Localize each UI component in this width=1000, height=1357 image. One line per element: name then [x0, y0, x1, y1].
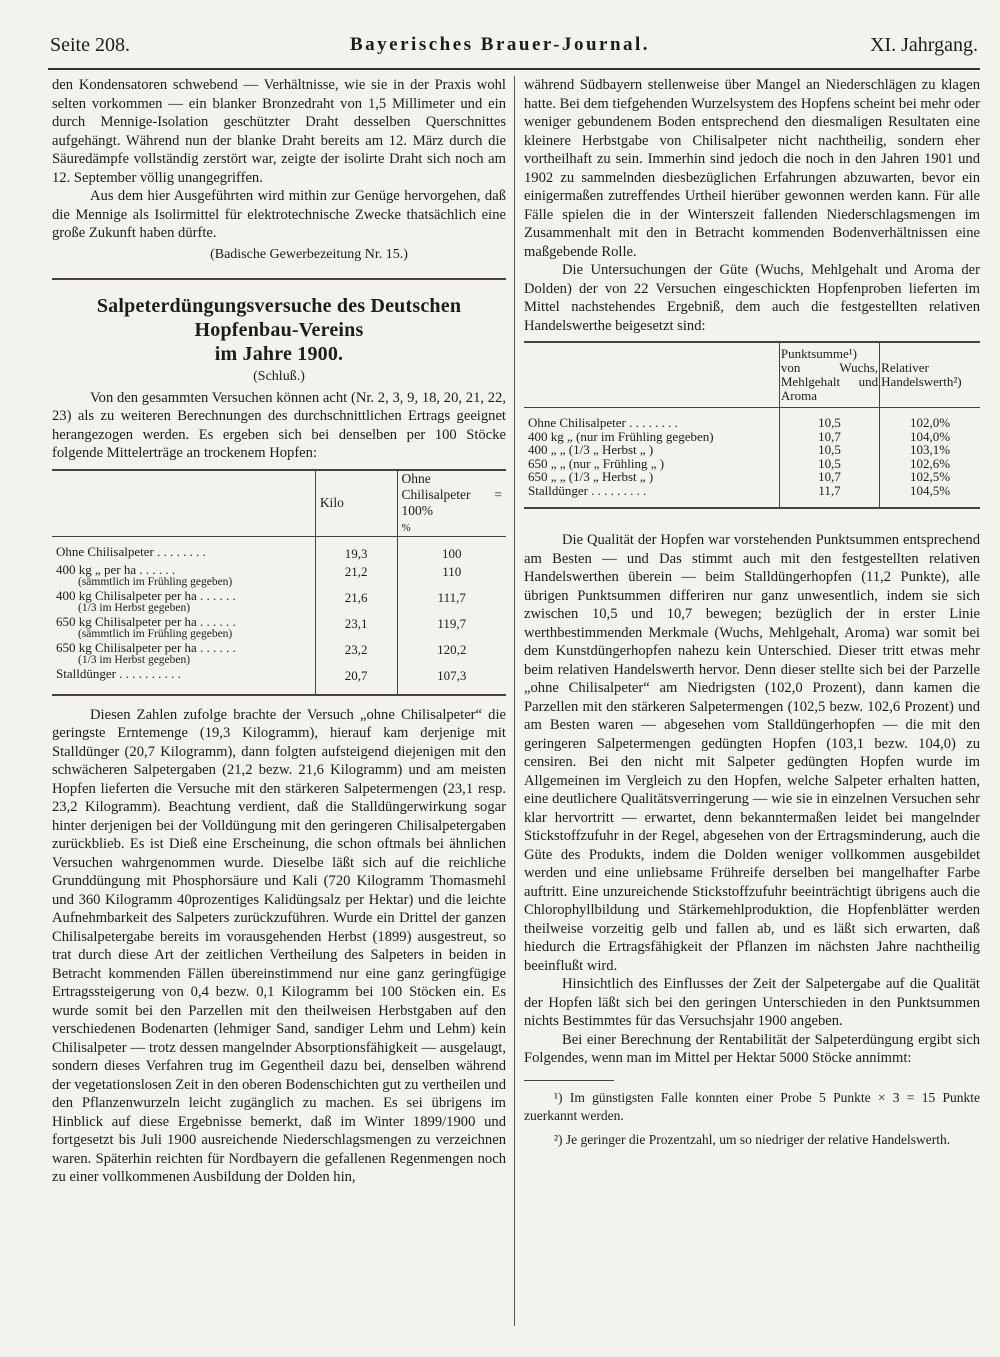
intro-paragraph: Aus dem hier Ausgeführten wird mithin zur Genüge hervorgehen, daß die Mennige als Isolirmittel für elektrotechnische Zwecke thatsächlich eine große Zukunft haben dürfte. — [52, 188, 506, 241]
table-row — [524, 443, 980, 457]
table-row — [524, 408, 980, 430]
paragraph: Die Qualität der Hopfen war vorstehenden Punktsummen entsprechend am Besten — und Das stimmt auch mit den festgestellten relativen Handelswerthen überein — beim Stalldüngerhopfen (11,2 Punkte), alle übrigen Punktsummen differiren nur ganz unwesentlich, indem sie sich zwischen 10,5 und 10,7 bewegen; bezüglich der in erster Linie werthbestimmenden Merkmale (Wuchs, Mehlgehalt, Aroma) war somit bei dem Kunstdüngerhopfen nahezu kein Unterschied. Dieser tritt etwas mehr beim relativen Handelswerth hervor. Denn dieser stellte sich bei der Parzelle „ohne Chilisalpeter“ am Niedrigsten (102,0 Prozent), dann kamen die Parzellen mit den stärkeren Salpetermengen (102,5 bezw. 102,6 Prozent) und am Besten waren — abgesehen vom Stalldüngerhopfen — die mit den geringeren Salpetermengen gedüngten Hopfen (103,1 bezw. 104,0) zu censiren. Bei den nicht mit Salpeter gedüngten Hopfen wurde im Allgemeinen im Vergleich zu den Hopfen, welche Salpeter erhalten hatten, eine deutlichere Qualitätsverringerung — wie sie in einzelnen Versuchen sehr klar hervortritt — erwartet, denn bekanntermaßen leidet bei mangelnder Stickstoffzufuhr in der Regel, abgesehen von der Ertragsminderung, auch die Güte des Produkts, indem die Dolden weniger vollkommen ausgebildet werden und eine unliebsame Frühreife derselben bei mangelhafter Farbe auftritt. Eine unzureichende Stickstoffzufuhr beeinträchtigt übrigens auch die Chlorophyllbildung und Stärkemehlproduktion, die Hopfenblätter werden theilweise vorzeitig gelb und fallen ab, und es läßt sich erwarten, daß hiedurch die Ertragsfähigkeit der Pflanzen im nächsten Jahre nachtheilig beeinflußt wird. — [524, 532, 980, 974]
row-label: Stalldünger . . . . . . . . . — [524, 484, 779, 509]
row-kilo: 23,1 — [315, 615, 397, 641]
row-punkt: 10,7 — [779, 470, 879, 484]
row-rel: 102,0% — [880, 408, 980, 430]
row-pct: 100 — [397, 536, 506, 563]
article-title — [52, 294, 506, 366]
row-label: 400 kg „ per ha . . . . . . (sämmtlich im Frühling gegeben) — [52, 563, 315, 589]
row-pct: 120,2 — [397, 641, 506, 667]
row-kilo: 19,3 — [315, 536, 397, 563]
table-header-ohne-text: Ohne Chilisalpeter = 100% — [401, 470, 502, 518]
row-label: 400 kg „ (nur im Frühling gegeben) — [528, 428, 714, 444]
row-pct: 111,7 — [397, 589, 506, 615]
table-header-kilo: Kilo — [315, 470, 397, 537]
continuation-note: (Schluß.) — [253, 369, 305, 384]
row-sublabel: (1/3 im Herbst gegeben) — [78, 654, 191, 666]
intro-paragraph: den Kondensatoren schwebend — Verhältnisse, wie sie in der Praxis wohl selten vorkommen — ein blanker Bronzedraht von 1,5 Millimeter und ein durch Mennige-Isolation geschützter Draht desselben Querschnittes aufgehängt. Während nun der blanke Draht bereits am 12. März durch die Säuredämpfe vollständig zerstört war, zeigte der isolirte Draht sich noch am 12. September völlig unangegriffen. — [52, 77, 506, 186]
paragraph: während Südbayern stellenweise über Mangel an Niederschlägen zu klagen hatte. Bei dem tiefgehenden Wurzelsystem des Hopfens scheint bei mehr oder weniger gebundenem Boden entsprechend den diesmaligen Resultaten eine kleinere Herbstgabe von Chilisalpeter nicht nachtheilig, sondern eher vortheilhaft zu sein. Immerhin sind jedoch die noch in den Jahren 1901 und 1902 zu sammelnden diesbezüglichen Erfahrungen abzuwarten, bevor ein einigermaßen zutreffendes Urtheil hierüber gewonnen werden kann. Für alle Fälle spielen die in der Winterszeit fallenden Niederschlagsmengen im Zusammenhalt mit den in Betracht kommenden Bodenverhältnissen eine maßgebende Rolle. — [524, 77, 980, 260]
journal-title: Bayerisches Brauer-Journal. — [350, 34, 651, 55]
row-sublabel: (sämmtlich im Frühling gegeben) — [78, 576, 233, 588]
table-header-punktsumme: Punktsumme¹) von Wuchs, Mehlgehalt und Aroma — [779, 342, 879, 408]
paragraph: Von den gesammten Versuchen können acht (Nr. 2, 3, 9, 18, 20, 21, 22, 23) als zu weiteren Berechnungen des durchschnittlichen Ertrags geeignet herangezogen werden. Es ergeben sich bei denselben per 100 Stöcke folgende Mittelerträge an trockenem Hopfen: — [52, 389, 506, 461]
table-header-ohne — [397, 470, 506, 537]
footnote-rule — [524, 1080, 614, 1081]
quality-table — [524, 341, 980, 509]
table-header-unit: % — [401, 521, 411, 534]
row-kilo: 20,7 — [315, 667, 397, 695]
row-kilo: 21,2 — [315, 563, 397, 589]
table-row — [524, 457, 980, 471]
row-label: 650 kg Chilisalpeter per ha . . . . . . (1/3 im Herbst gegeben) — [52, 641, 315, 667]
row-label: 400 kg Chilisalpeter per ha . . . . . . (1/3 im Herbst gegeben) — [52, 589, 315, 615]
table-header-blank — [524, 342, 779, 408]
row-punkt: 10,5 — [779, 443, 879, 457]
table-row — [52, 536, 506, 563]
table-row — [52, 615, 506, 641]
row-kilo: 21,6 — [315, 589, 397, 615]
row-rel: 104,5% — [880, 484, 980, 509]
row-punkt: 11,7 — [779, 484, 879, 509]
row-label: 650 „ „ (nur „ Frühling „ ) — [528, 455, 665, 471]
paragraph: Diesen Zahlen zufolge brachte der Versuch „ohne Chilisalpeter“ die geringste Erntemenge (19,3 Kilogramm), hierauf kam derjenige mit Stalldünger (20,7 Kilogramm), dann folgten aufsteigend diejenigen mit den schwächeren Salpetergaben (21,2 bezw. 21,6 Kilogramm) und am meisten Hopfen lieferten die Versuche mit den stärkeren Salpetermengen (23,1 resp. 23,2 Kilogramm). Beachtung verdient, daß die Stalldüngerwirkung sogar hinter derjenigen bei der Volldüngung mit den geringeren Chilisalpetergaben zurückblieb. Es ist Dieß eine Erscheinung, die schon oftmals bei ähnlichen Versuchen wahrgenommen wurde. Dieselbe läßt sich auf die reichliche Grunddüngung mit Phosphorsäure und Kali (720 Kilogramm Thomasmehl und 360 Kilogramm 40prozentiges Kalidüngsalz per Hektar) und die leichte Aufnehmbarkeit des Salpeters zurückzuführen. Wurde ein Drittel der ganzen Chilisalpetergabe bereits im vorausgehenden Herbst (1899) ausgestreut, so trat durch diese Art der zeitlichen Vertheilung des Salpeters in beiden in Betracht kommenden Fällen übereinstimmend nur eine ganz geringfügige Ertragssteigerung von 0,4 bezw. 0,1 Kilogramm bei 100 Stöcken ein. Es wurde somit bei den Parzellen mit den theilweisen Herbstgaben auf den verschiedenen Bodenarten (lehmiger Sand, sandiger Lehm und Lehm) kein Chilisalpeter — trotz dessen mangelnder Absorptionsfähigkeit — ausgelaugt, sondern dieses Verfahren trug im Gegentheil dazu bei, denselben während der vegetationslosen Zeit in den oberen Bodenschichten gut zu vertheilen und den Pflanzenwurzeln leicht zugänglich zu machen. Es sei übrigens im Hinblick auf diese Ergebnisse bemerkt, daß im Winter 1899/1900 und fortgesetzt bis Juli 1900 ausreichende Niederschlagsmengen zu verzeichnen waren. Späterhin reichten für Nordbayern die gefallenen Regenmengen noch zu einer vollkommenen Ausbildung der Dolden hin, — [52, 706, 506, 1185]
row-label: 650 „ „ (1/3 „ Herbst „ ) — [528, 469, 654, 484]
row-punkt: 10,7 — [779, 430, 879, 444]
table-row — [52, 563, 506, 589]
page-number: Seite 208. — [50, 33, 130, 56]
footnote: ¹) Im günstigsten Falle konnten einer Probe 5 Punkte × 3 = 15 Punkte zuerkannt werden. — [524, 1089, 980, 1123]
paragraph: Bei einer Berechnung der Rentabilität der Salpeterdüngung ergibt sich Folgendes, wenn man im Mittel per Hektar 5000 Stöcke annimmt: — [524, 1031, 980, 1066]
row-kilo: 23,2 — [315, 641, 397, 667]
table-header-blank — [52, 470, 315, 537]
yield-table — [52, 469, 506, 696]
row-rel: 102,6% — [880, 457, 980, 471]
article-title-line2: im Jahre 1900. — [214, 343, 344, 365]
row-pct: 107,3 — [397, 667, 506, 695]
left-column — [52, 76, 506, 1187]
paragraph: Hinsichtlich des Einflusses der Zeit der Salpetergabe auf die Qualität der Hopfen läßt sich bei den geringen Unterschieden in den Punktsummen nichts Bestimmtes für das Versuchsjahr 1900 angeben. — [524, 976, 980, 1029]
row-pct: 110 — [397, 563, 506, 589]
volume-label: XI. Jahrgang. — [870, 33, 978, 56]
row-rel: 102,5% — [880, 470, 980, 484]
header-rule — [48, 68, 980, 70]
table-row — [52, 641, 506, 667]
table-row — [524, 484, 980, 509]
table-row — [52, 589, 506, 615]
table-row — [524, 430, 980, 444]
right-column — [524, 76, 980, 1155]
row-label: Ohne Chilisalpeter . . . . . . . . — [528, 415, 678, 430]
row-rel: 103,1% — [880, 443, 980, 457]
row-punkt: 10,5 — [779, 457, 879, 471]
source-citation: (Badische Gewerbezeitung Nr. 15.) — [210, 246, 408, 262]
footnote: ²) Je geringer die Prozentzahl, um so niedriger der relative Handelswerth. — [554, 1131, 951, 1147]
row-label: Ohne Chilisalpeter . . . . . . . . — [56, 543, 206, 559]
row-label: 650 kg Chilisalpeter per ha . . . . . . (sämmtlich im Frühling gegeben) — [52, 615, 315, 641]
paragraph: Die Untersuchungen der Güte (Wuchs, Mehlgehalt und Aroma der Dolden) der von 22 Versuchen eingeschickten Hopfenproben lieferten im Mittel nachstehendes Ergebniß, dem auch die festgestellten relativen Handelswerthe beigesetzt sind: — [524, 262, 980, 334]
page-header — [50, 30, 978, 60]
row-punkt: 10,5 — [779, 408, 879, 430]
table-row — [524, 470, 980, 484]
article-title-line1: Salpeterdüngungsversuche des Deutschen Hopfenbau-Vereins — [96, 295, 462, 341]
table-row — [52, 667, 506, 695]
row-sublabel: (1/3 im Herbst gegeben) — [78, 602, 191, 614]
table-header-handelswerth: Relativer Handelswerth²) — [880, 342, 980, 408]
row-label: Stalldünger . . . . . . . . . . — [52, 667, 315, 695]
row-sublabel: (sämmtlich im Frühling gegeben) — [78, 628, 233, 640]
row-pct: 119,7 — [397, 615, 506, 641]
row-rel: 104,0% — [880, 430, 980, 444]
section-rule — [52, 278, 506, 280]
column-divider — [514, 76, 515, 1326]
row-label: 400 „ „ (1/3 „ Herbst „ ) — [528, 442, 654, 457]
